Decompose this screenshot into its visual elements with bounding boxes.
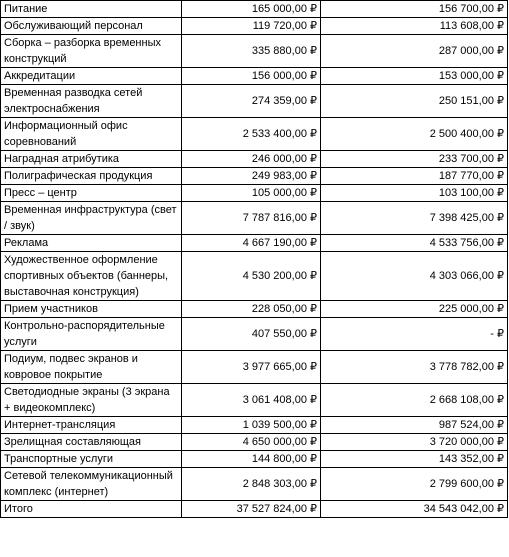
row-value-1: 144 800,00 ₽ [182, 451, 321, 468]
table-row [1, 301, 508, 318]
row-name: Сетевой телекоммуникационный комплекс (интернет) [1, 468, 182, 501]
row-value-2: 250 151,00 ₽ [321, 85, 508, 118]
row-value-1: 335 880,00 ₽ [182, 35, 321, 68]
table-row [1, 202, 508, 235]
row-value-1: 228 050,00 ₽ [182, 301, 321, 318]
row-value-2: 987 524,00 ₽ [321, 417, 508, 434]
row-value-2: 153 000,00 ₽ [321, 68, 508, 85]
total-row [1, 501, 508, 518]
row-name: Информационный офис соревнований [1, 118, 182, 151]
row-name: Аккредитации [1, 68, 182, 85]
table-row [1, 468, 508, 501]
table-row [1, 185, 508, 202]
row-name: Светодиодные экраны (3 экрана + видеокомплекс) [1, 384, 182, 417]
row-value-2: 2 668 108,00 ₽ [321, 384, 508, 417]
table-row [1, 151, 508, 168]
row-value-2: 2 500 400,00 ₽ [321, 118, 508, 151]
row-value-1: 4 667 190,00 ₽ [182, 235, 321, 252]
row-name: Контрольно-распорядительные услуги [1, 318, 182, 351]
table-row [1, 168, 508, 185]
row-value-2: 287 000,00 ₽ [321, 35, 508, 68]
row-value-1: 246 000,00 ₽ [182, 151, 321, 168]
row-name: Обслуживающий персонал [1, 18, 182, 35]
row-value-2: 3 720 000,00 ₽ [321, 434, 508, 451]
row-value-1: 3 977 665,00 ₽ [182, 351, 321, 384]
row-value-1: 119 720,00 ₽ [182, 18, 321, 35]
row-value-1: 2 848 303,00 ₽ [182, 468, 321, 501]
table-row [1, 68, 508, 85]
row-name: Питание [1, 1, 182, 18]
row-value-1: 3 061 408,00 ₽ [182, 384, 321, 417]
row-value-1: 407 550,00 ₽ [182, 318, 321, 351]
row-value-1: 4 650 000,00 ₽ [182, 434, 321, 451]
row-value-1: 156 000,00 ₽ [182, 68, 321, 85]
row-value-2: - ₽ [321, 318, 508, 351]
row-name: Сборка – разборка временных конструкций [1, 35, 182, 68]
table-row [1, 118, 508, 151]
row-value-2: 2 799 600,00 ₽ [321, 468, 508, 501]
row-value-1: 105 000,00 ₽ [182, 185, 321, 202]
total-value-2: 34 543 042,00 ₽ [321, 501, 508, 518]
table-row [1, 384, 508, 417]
row-value-1: 165 000,00 ₽ [182, 1, 321, 18]
row-name: Пресс – центр [1, 185, 182, 202]
table-row [1, 318, 508, 351]
table-row [1, 434, 508, 451]
table-row [1, 235, 508, 252]
row-name: Транспортные услуги [1, 451, 182, 468]
total-value-1: 37 527 824,00 ₽ [182, 501, 321, 518]
row-name: Подиум, подвес экранов и ковровое покрытие [1, 351, 182, 384]
row-value-1: 4 530 200,00 ₽ [182, 252, 321, 301]
row-value-2: 156 700,00 ₽ [321, 1, 508, 18]
row-value-2: 225 000,00 ₽ [321, 301, 508, 318]
table-row [1, 417, 508, 434]
row-value-2: 4 303 066,00 ₽ [321, 252, 508, 301]
row-value-2: 187 770,00 ₽ [321, 168, 508, 185]
row-value-2: 113 608,00 ₽ [321, 18, 508, 35]
row-name: Интернет-трансляция [1, 417, 182, 434]
table-row [1, 35, 508, 68]
row-name: Временная инфраструктура (свет / звук) [1, 202, 182, 235]
row-name: Прием участников [1, 301, 182, 318]
table-row [1, 252, 508, 301]
row-name: Временная разводка сетей электроснабжения [1, 85, 182, 118]
row-value-2: 103 100,00 ₽ [321, 185, 508, 202]
total-label: Итого [1, 501, 182, 518]
row-value-1: 1 039 500,00 ₽ [182, 417, 321, 434]
row-value-1: 7 787 816,00 ₽ [182, 202, 321, 235]
row-value-2: 143 352,00 ₽ [321, 451, 508, 468]
row-value-2: 233 700,00 ₽ [321, 151, 508, 168]
row-value-2: 4 533 756,00 ₽ [321, 235, 508, 252]
row-name: Художественное оформление спортивных объектов (баннеры, выставочная конструкция) [1, 252, 182, 301]
row-name: Реклама [1, 235, 182, 252]
table-row [1, 1, 508, 18]
row-name: Полиграфическая продукция [1, 168, 182, 185]
row-value-2: 7 398 425,00 ₽ [321, 202, 508, 235]
table-row [1, 18, 508, 35]
row-value-1: 274 359,00 ₽ [182, 85, 321, 118]
table-row [1, 85, 508, 118]
row-value-1: 2 533 400,00 ₽ [182, 118, 321, 151]
table-row [1, 451, 508, 468]
row-name: Наградная атрибутика [1, 151, 182, 168]
table-row [1, 351, 508, 384]
row-value-2: 3 778 782,00 ₽ [321, 351, 508, 384]
row-name: Зрелищная составляющая [1, 434, 182, 451]
row-value-1: 249 983,00 ₽ [182, 168, 321, 185]
